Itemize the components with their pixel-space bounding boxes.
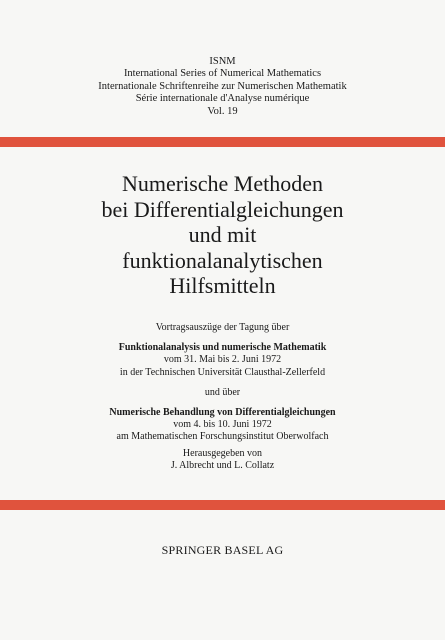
publisher-name: SPRINGER BASEL AG — [161, 543, 284, 557]
conference-2-title: Numerische Behandlung von Differentialgleichungen — [109, 407, 336, 419]
editors-names: J. Albrecht und L. Collatz — [170, 459, 275, 471]
spacer — [0, 399, 445, 407]
spacer — [0, 334, 445, 342]
series-volume: Vol. 19 — [207, 105, 238, 117]
conference-1-date: vom 31. Mai bis 2. Juni 1972 — [163, 354, 282, 366]
editors-label: Herausgegeben von — [182, 447, 263, 459]
conference-1-title: Funktionalanalysis und numerische Mathematik — [118, 342, 327, 354]
series-info — [0, 56, 445, 118]
title-line-5: Hilfsmitteln — [169, 273, 276, 298]
series-abbreviation: ISNM — [209, 56, 236, 67]
title-line-4: funktionalanalytischen — [122, 247, 323, 273]
title-line-3: und mit — [188, 222, 257, 247]
title-line-2: bei Differentialgleichungen — [101, 196, 344, 222]
bottom-rule — [0, 500, 445, 510]
intro-text: Vortragsauszüge der Tagung über — [155, 322, 290, 333]
book-title — [0, 171, 445, 299]
conference-1-place: in der Technischen Universität Clausthal-Zellerfeld — [119, 366, 326, 378]
conference-2-date: vom 4. bis 10. Juni 1972 — [173, 419, 272, 431]
conference-details — [0, 322, 445, 472]
connector-text: und über — [204, 386, 241, 398]
series-name-german: Internationale Schriftenreihe zur Numerischen Mathematik — [98, 80, 347, 92]
series-name-french: Série internationale d'Analyse numérique — [135, 93, 310, 105]
title-line-1: Numerische Methoden — [122, 171, 323, 196]
spacer — [0, 379, 445, 387]
top-rule — [0, 137, 445, 147]
series-name-english: International Series of Numerical Mathematics — [123, 68, 322, 80]
conference-2-place: am Mathematischen Forschungsinstitut Oberwolfach — [116, 431, 329, 443]
